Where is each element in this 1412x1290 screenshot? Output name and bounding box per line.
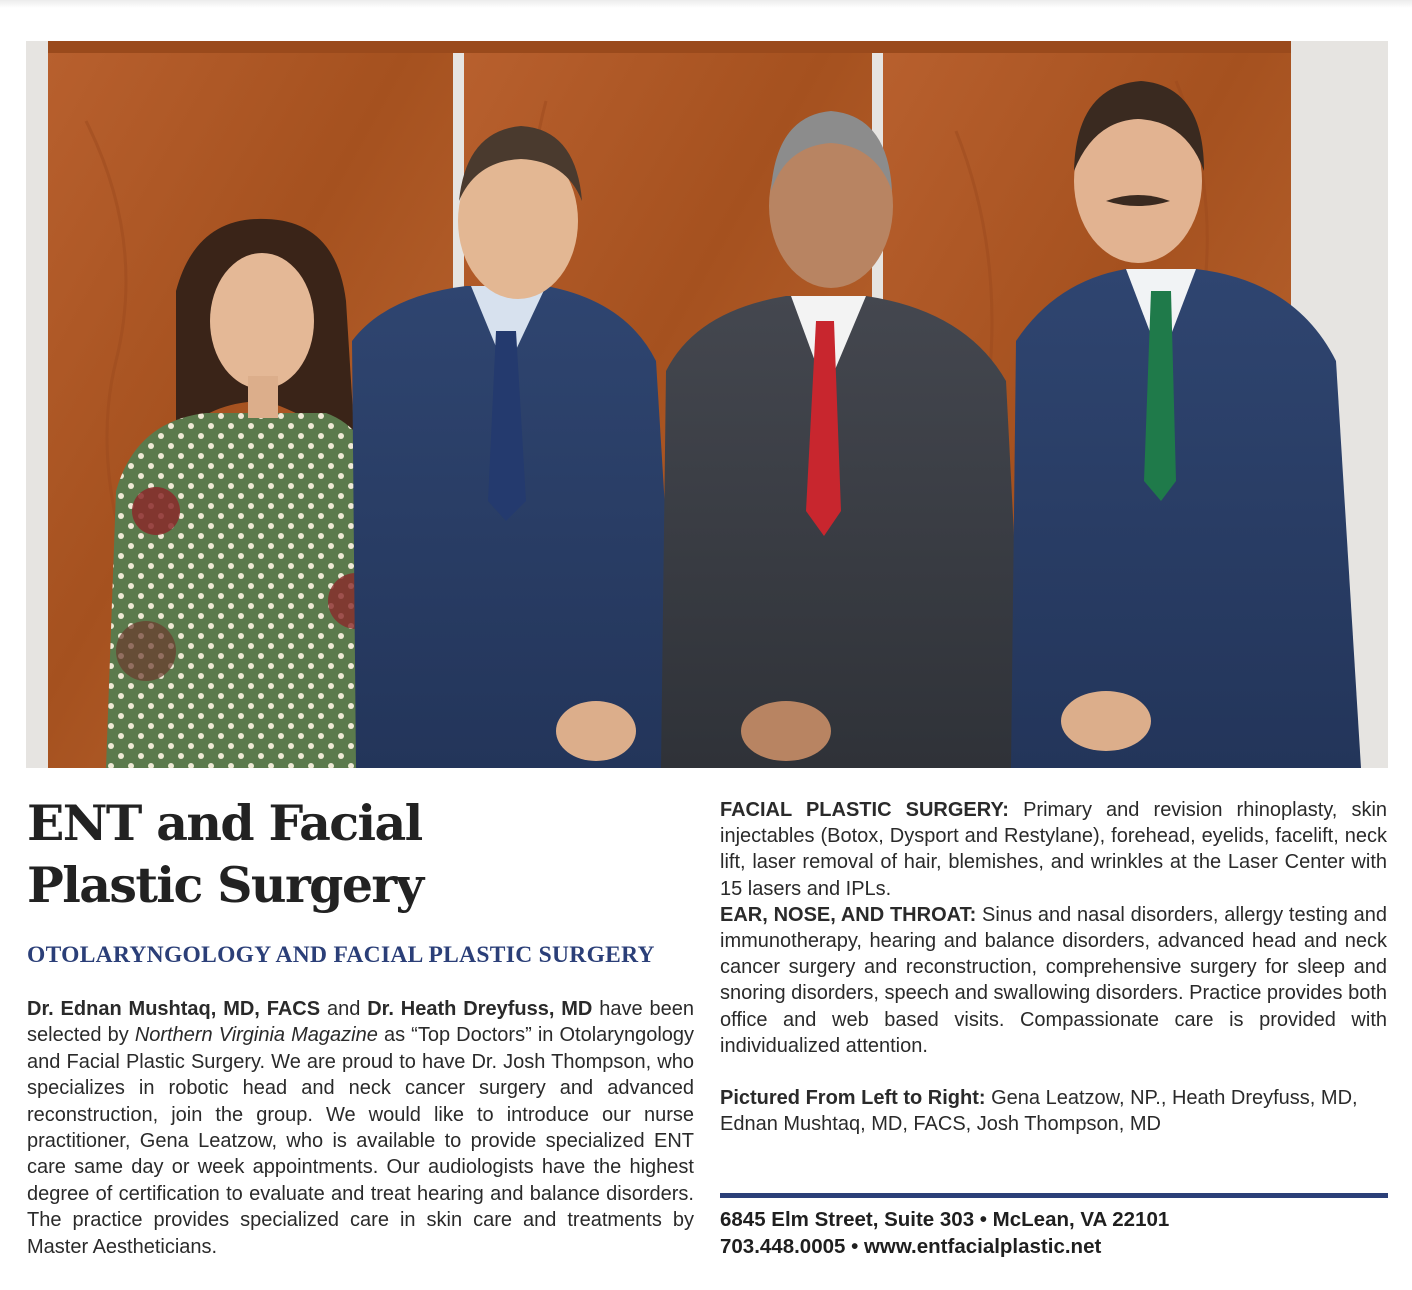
doctor-2-name: Dr. Heath Dreyfuss, MD <box>367 998 593 1020</box>
title-line-1: ENT and Facial <box>27 794 422 852</box>
intro-text-2: as “Top Doctors” in Otolaryngology and Facial Plastic Surgery. We are proud to have Dr. Josh Thompson, who specializes in robotic head and neck cancer surgery and advanced reconstruction, join the group. We would like to introduce our nurse practitioner, Gena Leatzow, who is available to provide specialized ENT care same day or week appointments. Our audiologists have the highest degree of certification to evaluate and treat hearing and balance disorders. The practice provides specialized care in skin care and treatments by Master Aestheticians. <box>27 1024 695 1258</box>
intro-text-1: have been selected by <box>27 998 695 1047</box>
services-column <box>720 797 1387 1137</box>
service-ent <box>720 902 1387 1059</box>
article-subtitle: OTOLARYNGOLOGY AND FACIAL PLASTIC SURGERY <box>27 942 655 968</box>
service-facial-plastic <box>720 797 1387 902</box>
caption-names: Gena Leatzow, NP., Heath Dreyfuss, MD, Ednan Mushtaq, MD, FACS, Josh Thompson, MD <box>720 1087 1358 1136</box>
article-title <box>27 792 687 916</box>
service-label: EAR, NOSE, AND THROAT: <box>720 903 977 926</box>
doctor-1-name: Dr. Ednan Mushtaq, MD, FACS <box>27 998 321 1020</box>
top-rule <box>0 0 1412 8</box>
magazine-name: Northern Virginia Magazine <box>134 1024 378 1047</box>
intro-and: and <box>320 998 368 1020</box>
caption-label: Pictured From Left to Right: <box>720 1087 986 1110</box>
service-label: FACIAL PLASTIC SURGERY: <box>720 799 1009 821</box>
service-text: Sinus and nasal disorders, allergy testing and immunotherapy, hearing and balance disorders, advanced head and neck cancer surgery and reconstruction, comprehensive surgery for sleep and snoring disorders, speech and swallowing disorders. Practice provides both office and web based visits. Compassionate care is provided with individualized attention. <box>720 903 1388 1057</box>
photo-caption <box>720 1085 1387 1137</box>
group-photo <box>26 41 1388 768</box>
address-divider <box>720 1193 1388 1198</box>
title-line-2: Plastic Surgery <box>27 856 423 914</box>
contact-block <box>720 1206 1400 1260</box>
phone-website: 703.448.0005 • www.entfacialplastic.net <box>720 1235 1102 1258</box>
service-text: Primary and revision rhinoplasty, skin injectables (Botox, Dysport and Restylane), forehead, eyelids, facelift, neck lift, laser removal of hair, blemishes, and wrinkles at the Laser Center with 15 lasers and IPLs. <box>720 799 1388 900</box>
street-address: 6845 Elm Street, Suite 303 • McLean, VA 22101 <box>720 1208 1170 1231</box>
intro-paragraph <box>27 996 694 1260</box>
